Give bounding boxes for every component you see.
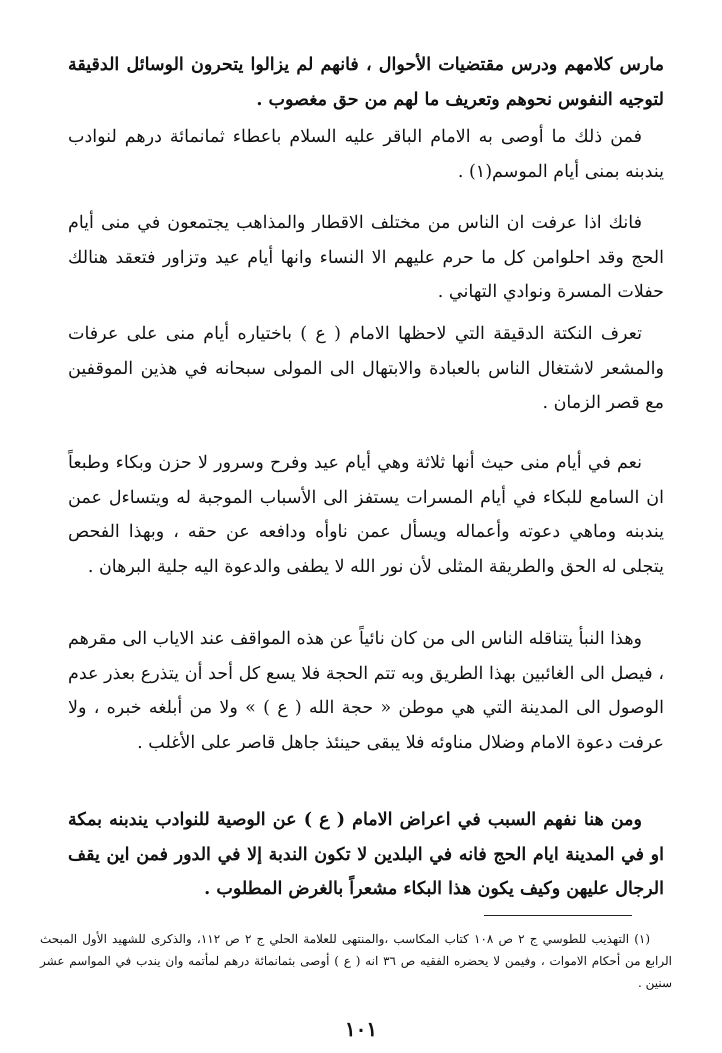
paragraph-text: ومن هنا نفهم السبب في اعراض الامام ( ع ) عن الوصية للنوادب يندبنه بمكة او في المدينة ايام الحج فانه في البلدين لا تكون الندبة إلا في الدور فمن اين يقف الرجال عليهن وكيف يكون هذا البكاء مشعراً بالغرض المطلوب . bbox=[68, 810, 664, 899]
paragraph-reason bbox=[68, 803, 664, 907]
footnote-text: (١) التهذيب للطوسي ج ٢ ص ١٠٨ كتاب المكاسب ،والمنتهى للعلامة الحلي ج ٢ ص ١١٢، والذكرى للشهيد الأول المبحث الرابع من أحكام الاموات ، وفيمن لا يحضره الفقيه ص ٣٦ انه ( ع ) أوصى بثمانمائة درهم لمأتمه وان يندب في المواسم عشر سنين . bbox=[40, 932, 672, 990]
footnote-separator bbox=[484, 915, 632, 916]
page-number: ١٠١ bbox=[344, 1017, 378, 1041]
paragraph-days-of-mina bbox=[68, 446, 664, 584]
paragraph-text: وهذا النبأ يتناقله الناس الى من كان نائياً عن هذه المواقف عند الاياب الى مقرهم ، فيصل الى الغائبين بهذا الطريق وبه تتم الحجة فلا يسع كل أحد أن يتذرع بعذر عدم الوصول الى المدينة التي هي موطن « حجة الله ( ع ) » ولا من أبلغه خبره ، ولا عرفت دعوة الامام وضلال مناوئه فلا يبقى حينئذ جاهل قاصر على الأغلب . bbox=[68, 629, 664, 753]
paragraph-text: تعرف النكتة الدقيقة التي لاحظها الامام ( ع ) باختياره أيام منى على عرفات والمشعر لاشتغال الناس بالعبادة والابتهال الى المولى سبحانه في هذين الموقفين مع قصر الزمان . bbox=[68, 324, 664, 413]
paragraph-news-spread bbox=[68, 622, 664, 760]
paragraph-continuation: مارس كلامهم ودرس مقتضيات الأحوال ، فانهم لم يزالوا يتحرون الوسائل الدقيقة لتوجيه النفوس نحوهم وتعريف ما لهم من حق مغصوب . bbox=[68, 55, 664, 110]
footnote bbox=[40, 928, 672, 994]
paragraph-baqir-will bbox=[68, 120, 664, 189]
paragraph-text: نعم في أيام منى حيث أنها ثلاثة وهي أيام عيد وفرح وسرور لا حزن وبكاء وطبعاً ان السامع للبكاء في أيام المسرات يستفز الى الأسباب الموجبة له ويتساءل عمن يندبنه وماهي دعوته وأعماله ويسأل عمن ناوأه ودافعه عن حقه ، وبهذا الفحص يتجلى له الحق والطريقة المثلى لأن نور الله لا يطفى والدعوة اليه جلية البرهان . bbox=[68, 453, 664, 577]
paragraph-subtle-point bbox=[68, 317, 664, 421]
paragraph-mina-gathering bbox=[68, 206, 664, 310]
paragraph-text: فانك اذا عرفت ان الناس من مختلف الاقطار والمذاهب يجتمعون في منى أيام الحج وقد احلوامن كل ما حرم عليهم الا النساء وانها أيام عيد وتزاور فتعقد هنالك حفلات المسرة ونوادي التهاني . bbox=[68, 213, 664, 302]
paragraph-text: فمن ذلك ما أوصى به الامام الباقر عليه السلام باعطاء ثمانمائة درهم لنوادب يندبنه بمنى أيام الموسم(١) . bbox=[68, 127, 664, 182]
